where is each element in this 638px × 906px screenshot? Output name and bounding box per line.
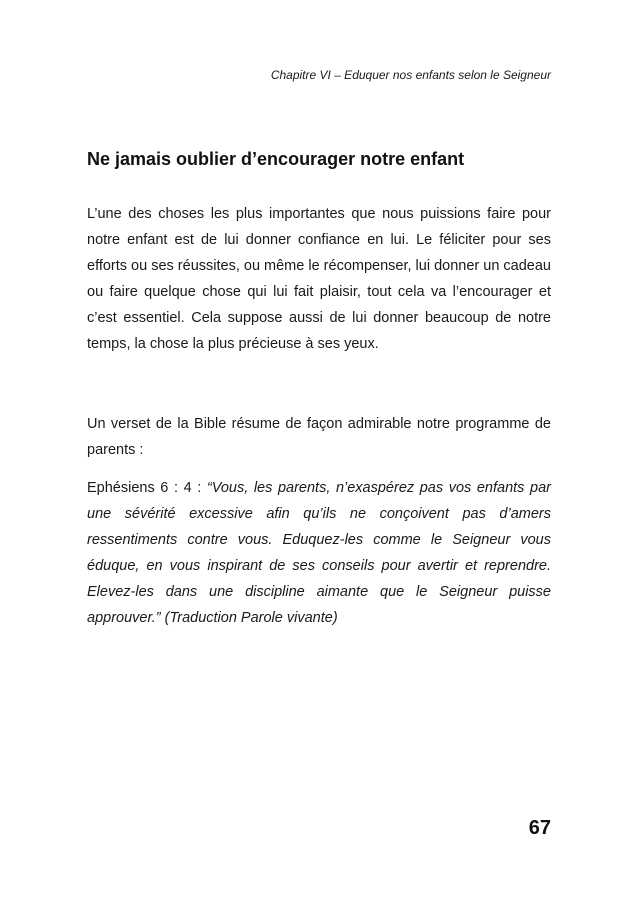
verse-reference: Ephésiens 6 : 4 :	[87, 480, 207, 496]
section-title: Ne jamais oublier d’encourager notre enfant	[87, 149, 465, 169]
paragraph-verse-quote	[87, 475, 551, 631]
running-header: Chapitre VI – Eduquer nos enfants selon le Seigneur	[270, 68, 551, 82]
page-number: 67	[528, 817, 551, 839]
page-content	[87, 146, 551, 631]
paragraph-bible-intro: Un verset de la Bible résume de façon admirable notre programme de parents :	[87, 416, 551, 458]
paragraph-encouragement: L’une des choses les plus importantes que nous puissions faire pour notre enfant est de lui donner confiance en lui. Le féliciter pour ses efforts ou ses réussites, ou même le récompenser, lui donner un cadeau ou faire quelque chose qui lui fait plaisir, tout cela va l’encourager et c’est essentiel. Cela suppose aussi de lui donner beaucoup de notre temps, la chose la plus précieuse à ses yeux.	[87, 206, 551, 352]
verse-text: “Vous, les parents, n’exaspérez pas vos enfants par une sévérité excessive afin qu’ils ne conçoivent pas d’amers ressentiments contre vous. Eduquez-les comme le Seigneur vous éduque, en vous inspirant de ses conseils pour avertir et reprendre. Elevez-les dans une discipline aimante que le Seigneur puisse approuver.” (Traduction Parole vivante)	[87, 480, 551, 626]
